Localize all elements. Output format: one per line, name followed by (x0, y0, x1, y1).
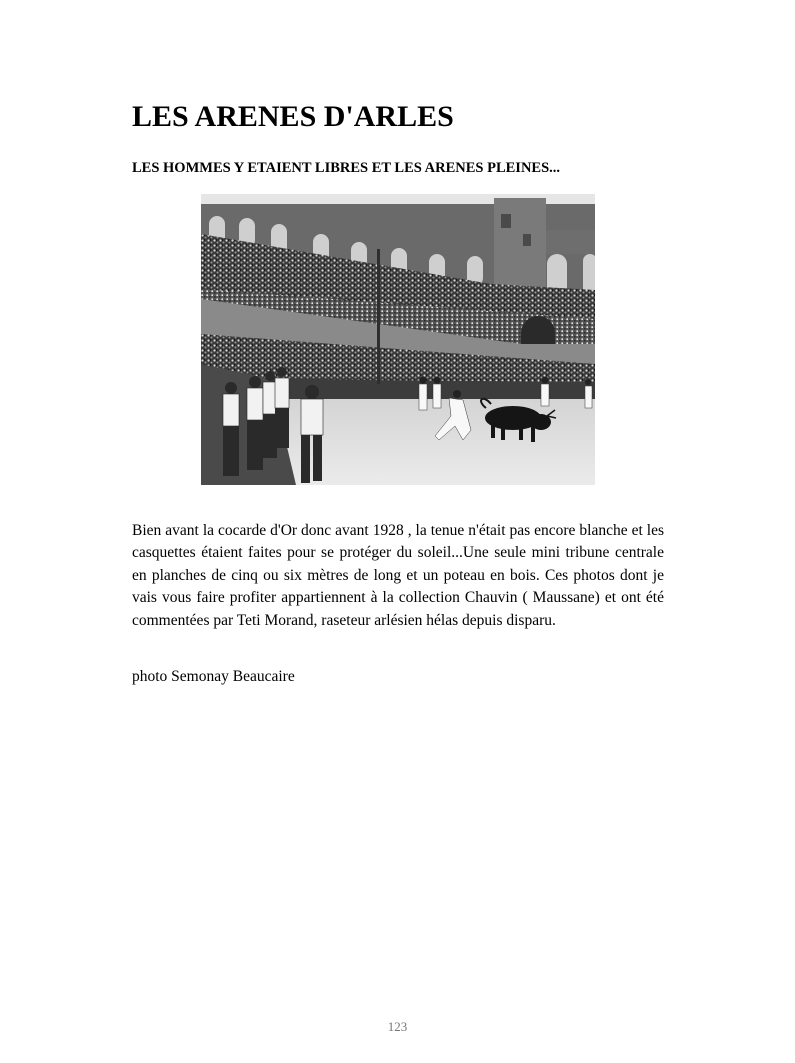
page-number: 123 (387, 1019, 408, 1034)
page-title: LES ARENES D'ARLES (132, 100, 454, 133)
arena-photo (201, 194, 595, 485)
body-paragraph: Bien avant la cocarde d'Or donc avant 1928 , la tenue n'était pas encore blanche et les casquettes étaient faites pour se protéger du soleil...Une seule mini tribune centrale en planches de cinq ou six mètres de long et un poteau en bois. Ces photos dont je vais vous faire profiter appartiennent à la collection Chauvin ( Maussane) et ont été commentées par Teti Morand, raseteur arlésien hélas depuis disparu. (132, 522, 664, 629)
photo-credit: photo Semonay Beaucaire (132, 668, 295, 685)
page-subtitle: LES HOMMES Y ETAIENT LIBRES ET LES ARENES PLEINES... (132, 160, 561, 176)
